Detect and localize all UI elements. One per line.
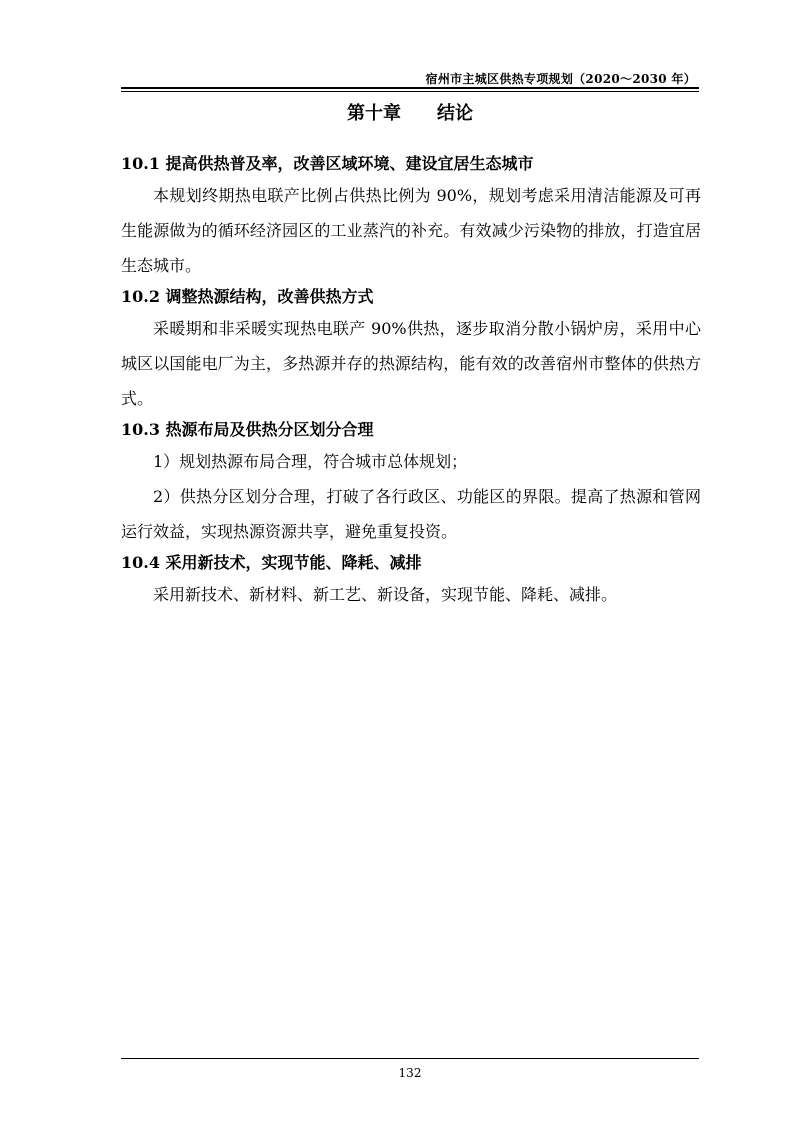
section-heading: 10.1 提高供热普及率，改善区域环境、建设宜居生态城市 bbox=[121, 154, 534, 173]
footer-rule bbox=[121, 1058, 699, 1059]
header-rule-thin bbox=[121, 91, 699, 92]
page-number: 132 bbox=[398, 1066, 422, 1080]
paragraph: 2）供热分区划分合理，打破了各行政区、功能区的界限。提高了热源和管网运行效益，实现热源资源共享，避免重复投资。 bbox=[121, 487, 701, 541]
section-heading: 10.4 采用新技术，实现节能、降耗、减排 bbox=[121, 553, 422, 572]
section-10-4 bbox=[121, 549, 701, 612]
paragraph: 采用新技术、新材料、新工艺、新设备，实现节能、降耗、减排。 bbox=[153, 585, 618, 604]
header-rule bbox=[121, 87, 699, 89]
paragraph: 1）规划热源布局合理，符合城市总体规划； bbox=[153, 452, 468, 471]
chapter-title: 第十章 结论 bbox=[347, 103, 473, 124]
running-header: 宿州市主城区供热专项规划（2020～2030 年） bbox=[425, 72, 696, 86]
paragraph: 采暖期和非采暖实现热电联产 90%供热，逐步取消分散小锅炉房，采用中心城区以国能电厂为主，多热源并存的热源结构，能有效的改善宿州市整体的供热方式。 bbox=[121, 319, 701, 408]
section-heading: 10.2 调整热源结构，改善供热方式 bbox=[121, 287, 374, 306]
section-10-3 bbox=[121, 416, 701, 549]
section-10-2 bbox=[121, 283, 701, 416]
section-10-1 bbox=[121, 150, 701, 283]
paragraph: 本规划终期热电联产比例占供热比例为 90%，规划考虑采用清洁能源及可再生能源做为的循环经济园区的工业蒸汽的补充。有效减少污染物的排放，打造宜居生态城市。 bbox=[121, 186, 701, 275]
section-heading: 10.3 热源布局及供热分区划分合理 bbox=[121, 420, 374, 439]
document-body bbox=[121, 150, 701, 612]
